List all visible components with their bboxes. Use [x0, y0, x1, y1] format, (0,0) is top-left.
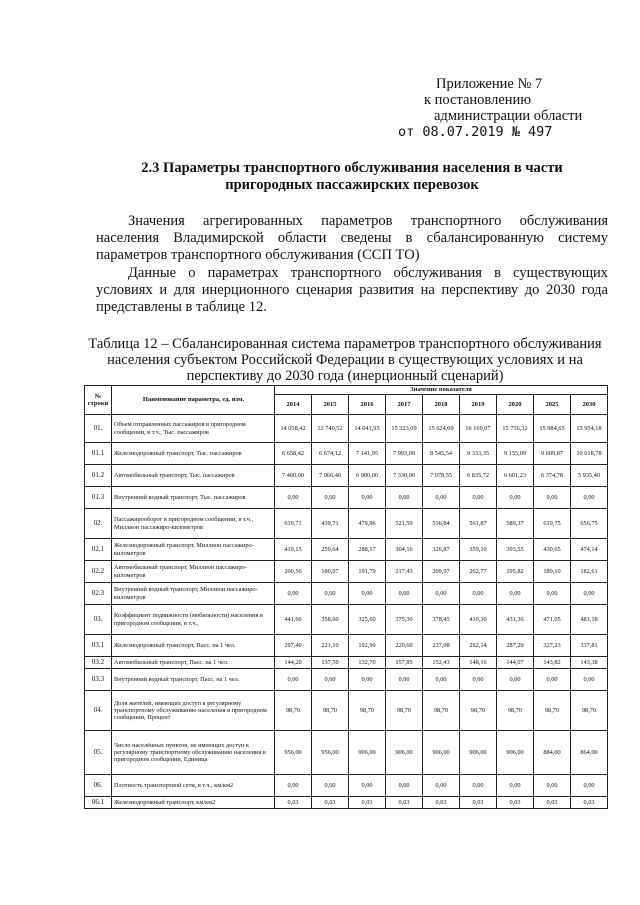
value-cell: 195,82 [497, 561, 534, 583]
value-cell: 864,00 [571, 731, 608, 775]
value-cell: 98,70 [534, 691, 571, 731]
value-cell: 259,64 [312, 539, 349, 561]
value-cell: 237,08 [423, 635, 460, 657]
value-cell: 14 058,42 [275, 415, 312, 443]
value-cell: 6 601,23 [497, 465, 534, 487]
table-row [85, 775, 608, 797]
value-cell: 0,03 [534, 797, 571, 809]
value-cell: 262,14 [460, 635, 497, 657]
value-cell: 6 835,72 [460, 465, 497, 487]
header-row-number: № строки [85, 386, 112, 415]
value-cell: 521,59 [386, 509, 423, 539]
row-number: 02. [85, 509, 112, 539]
value-cell: 619,71 [275, 509, 312, 539]
value-cell: 0,00 [534, 583, 571, 605]
parameter-name: Доля жителей, имеющих доступ к регулярному транспортному обслуживанию населения в пригородном сообщении, Процент [112, 691, 275, 731]
value-cell: 152,43 [423, 657, 460, 669]
header-parameter-name: Наименование параметра, ед. изм. [112, 386, 275, 415]
value-cell: 209,97 [423, 561, 460, 583]
year-header: 2015 [312, 395, 349, 415]
value-cell: 0,00 [460, 583, 497, 605]
paragraph-ssp: Значения агрегированных параметров транспортного обслуживания населения Владимирской области сведены в сбалансированную систему параметров транспортного обслуживания (ССП ТО) [96, 213, 608, 263]
value-cell: 15 954,18 [571, 415, 608, 443]
row-number: 02.2 [85, 561, 112, 583]
value-cell: 0,03 [312, 797, 349, 809]
value-cell: 0,00 [571, 669, 608, 691]
value-cell: 143,82 [534, 657, 571, 669]
value-cell: 325,60 [349, 605, 386, 635]
value-cell: 144,20 [275, 657, 312, 669]
value-cell: 10 018,78 [571, 443, 608, 465]
year-header: 2018 [423, 395, 460, 415]
row-number: 06. [85, 775, 112, 797]
value-cell: 200,56 [275, 561, 312, 583]
row-number: 01.3 [85, 487, 112, 509]
value-cell: 157,85 [386, 657, 423, 669]
value-cell: 6 674,12 [312, 443, 349, 465]
parameter-name: Железнодорожный транспорт, Миллион пассажиро-километров [112, 539, 275, 561]
value-cell: 0,00 [275, 487, 312, 509]
value-cell: 0,03 [423, 797, 460, 809]
parameter-name: Железнодорожный транспорт, Пасс. на 1 чел. [112, 635, 275, 657]
value-cell: 7 141,95 [349, 443, 386, 465]
value-cell: 0,00 [534, 669, 571, 691]
row-number: 03.2 [85, 657, 112, 669]
value-cell: 15 624,09 [423, 415, 460, 443]
value-cell: 0,03 [275, 797, 312, 809]
value-cell: 15 984,65 [534, 415, 571, 443]
parameter-name: Автомобильный транспорт, Тыс. пассажиров [112, 465, 275, 487]
section-title: 2.3 Параметры транспортного обслуживания населения в части пригородных пассажирских перевозок [141, 160, 563, 193]
value-cell: 98,70 [571, 691, 608, 731]
table-row [85, 657, 608, 669]
parameters-table [84, 385, 608, 809]
value-cell: 6 374,78 [534, 465, 571, 487]
row-number: 05. [85, 731, 112, 775]
value-cell: 5 935,40 [571, 465, 608, 487]
row-number: 02.3 [85, 583, 112, 605]
value-cell: 98,70 [386, 691, 423, 731]
row-number: 02.1 [85, 539, 112, 561]
value-cell: 419,15 [275, 539, 312, 561]
value-cell: 304,16 [386, 539, 423, 561]
value-cell: 906,00 [386, 731, 423, 775]
value-cell: 220,60 [386, 635, 423, 657]
value-cell: 137,50 [312, 657, 349, 669]
table-row [85, 509, 608, 539]
value-cell: 906,00 [460, 731, 497, 775]
value-cell: 479,96 [349, 509, 386, 539]
value-cell: 0,00 [386, 775, 423, 797]
value-cell: 0,00 [312, 669, 349, 691]
value-cell: 393,55 [497, 539, 534, 561]
value-cell: 0,00 [312, 775, 349, 797]
value-cell: 0,03 [497, 797, 534, 809]
row-number: 01.2 [85, 465, 112, 487]
parameter-name: Объем отправленных пассажиров в пригородном сообщении, в т.ч., Тыс. пассажиров [112, 415, 275, 443]
value-cell: 378,45 [423, 605, 460, 635]
value-cell: 906,00 [497, 731, 534, 775]
value-cell: 956,00 [312, 731, 349, 775]
value-cell: 884,00 [534, 731, 571, 775]
value-cell: 956,00 [275, 731, 312, 775]
table-body [85, 415, 608, 809]
value-cell: 0,00 [349, 669, 386, 691]
value-cell: 14 041,95 [349, 415, 386, 443]
parameter-name: Плотность транспортной сети, в т.ч., км/км2 [112, 775, 275, 797]
value-cell: 189,10 [534, 561, 571, 583]
appendix-administration: администрации области [434, 108, 583, 124]
parameter-name: Пассажирооборот в пригородном сообщении, в т.ч., Миллион пассажиро-километров [112, 509, 275, 539]
value-cell: 9 609,87 [534, 443, 571, 465]
value-cell: 656,75 [571, 509, 608, 539]
year-header: 2014 [275, 395, 312, 415]
value-cell: 536,84 [423, 509, 460, 539]
value-cell: 0,00 [423, 669, 460, 691]
parameter-name: Внутренний водный транспорт, Пасс. на 1 чел. [112, 669, 275, 691]
table-row [85, 561, 608, 583]
value-cell: 148,16 [460, 657, 497, 669]
value-cell: 182,61 [571, 561, 608, 583]
value-cell: 7 330,00 [386, 465, 423, 487]
value-cell: 180,07 [312, 561, 349, 583]
table-row [85, 605, 608, 635]
value-cell: 297,40 [275, 635, 312, 657]
value-cell: 0,00 [312, 487, 349, 509]
value-cell: 906,00 [349, 731, 386, 775]
value-cell: 471,05 [534, 605, 571, 635]
value-cell: 358,60 [312, 605, 349, 635]
year-header: 2016 [349, 395, 386, 415]
value-cell: 144,07 [497, 657, 534, 669]
value-cell: 7 078,55 [423, 465, 460, 487]
value-cell: 0,00 [571, 583, 608, 605]
value-cell: 481,18 [571, 605, 608, 635]
value-cell: 0,00 [571, 775, 608, 797]
parameter-name: Внутренний водный транспорт, Миллион пассажиро-километров [112, 583, 275, 605]
value-cell: 8 545,54 [423, 443, 460, 465]
table-row [85, 797, 608, 809]
value-cell: 0,00 [312, 583, 349, 605]
value-cell: 375,30 [386, 605, 423, 635]
parameter-name: Автомобильный транспорт, Пасс. на 1 чел. [112, 657, 275, 669]
value-cell: 191,79 [349, 561, 386, 583]
value-cell: 132,70 [349, 657, 386, 669]
table-row [85, 635, 608, 657]
value-cell: 0,03 [349, 797, 386, 809]
value-cell: 410,30 [460, 605, 497, 635]
value-cell: 16 169,07 [460, 415, 497, 443]
value-cell: 430,65 [534, 539, 571, 561]
value-cell: 221,10 [312, 635, 349, 657]
value-cell: 13 740,52 [312, 415, 349, 443]
value-cell: 9 333,35 [460, 443, 497, 465]
value-cell: 7 993,09 [386, 443, 423, 465]
value-cell: 98,70 [312, 691, 349, 731]
value-cell: 327,23 [534, 635, 571, 657]
parameter-name: Железнодорожный транспорт, км/км2 [112, 797, 275, 809]
value-cell: 359,10 [460, 539, 497, 561]
value-cell: 143,38 [571, 657, 608, 669]
value-cell: 15 323,09 [386, 415, 423, 443]
value-cell: 0,00 [386, 669, 423, 691]
value-cell: 0,00 [349, 487, 386, 509]
table-row [85, 415, 608, 443]
value-cell: 0,00 [275, 583, 312, 605]
value-cell: 337,81 [571, 635, 608, 657]
value-cell: 202,77 [460, 561, 497, 583]
year-header: 2019 [460, 395, 497, 415]
parameter-name: Коэффициент подвижности (мобильности) населения в пригородном сообщении, в т.ч., [112, 605, 275, 635]
header-indicator-value: Значение показателя [275, 386, 608, 395]
year-header: 2030 [571, 395, 608, 415]
appendix-block [398, 76, 598, 140]
value-cell: 0,00 [349, 775, 386, 797]
value-cell: 0,03 [386, 797, 423, 809]
value-cell: 98,70 [349, 691, 386, 731]
value-cell: 561,87 [460, 509, 497, 539]
table-row [85, 465, 608, 487]
value-cell: 439,71 [312, 509, 349, 539]
appendix-number: Приложение № 7 [436, 76, 543, 92]
parameter-name: Внутренний водный транспорт, Тыс. пассажиров [112, 487, 275, 509]
value-cell: 0,00 [497, 669, 534, 691]
value-cell: 0,00 [386, 487, 423, 509]
value-cell: 0,00 [497, 487, 534, 509]
value-cell: 6 658,42 [275, 443, 312, 465]
value-cell: 7 400,00 [275, 465, 312, 487]
value-cell: 0,00 [423, 583, 460, 605]
value-cell: 0,00 [460, 487, 497, 509]
parameter-name: Железнодорожный транспорт, Тыс. пассажиров [112, 443, 275, 465]
table-row [85, 691, 608, 731]
table-row [85, 487, 608, 509]
value-cell: 288,17 [349, 539, 386, 561]
value-cell: 0,00 [534, 775, 571, 797]
value-cell: 15 756,32 [497, 415, 534, 443]
parameter-name: Число населённых пунктов, не имеющих доступ к регулярному транспортному обслуживанию населения в пригородном сообщении, Единица [112, 731, 275, 775]
table-row [85, 583, 608, 605]
row-number: 01.1 [85, 443, 112, 465]
year-header: 2025 [534, 395, 571, 415]
appendix-resolution: к постановлению [424, 92, 532, 108]
value-cell: 0,00 [497, 583, 534, 605]
value-cell: 0,00 [571, 487, 608, 509]
value-cell: 326,87 [423, 539, 460, 561]
paragraph-table-ref: Данные о параметрах транспортного обслуживания в существующих условиях и для инерционного сценария развития на перспективу до 2030 года представлены в таблице 12. [96, 265, 608, 315]
value-cell: 906,00 [423, 731, 460, 775]
year-header: 2017 [386, 395, 423, 415]
value-cell: 431,36 [497, 605, 534, 635]
table-row [85, 669, 608, 691]
table-row [85, 443, 608, 465]
appendix-date-number: от 08.07.2019 № 497 [398, 124, 553, 140]
row-number: 03. [85, 605, 112, 635]
value-cell: 217,43 [386, 561, 423, 583]
value-cell: 0,03 [571, 797, 608, 809]
value-cell: 619,75 [534, 509, 571, 539]
value-cell: 98,70 [423, 691, 460, 731]
row-number: 03.3 [85, 669, 112, 691]
value-cell: 0,00 [349, 583, 386, 605]
table-title: Таблица 12 – Сбалансированная система параметров транспортного обслуживания населения субъектом Российской Федерации в существующих условиях и на перспективу до 2030 года (инерционный сценарий) [88, 336, 602, 384]
value-cell: 9 155,09 [497, 443, 534, 465]
value-cell: 0,00 [534, 487, 571, 509]
row-number: 03.1 [85, 635, 112, 657]
value-cell: 98,70 [460, 691, 497, 731]
row-number: 01. [85, 415, 112, 443]
year-header: 2020 [497, 395, 534, 415]
value-cell: 0,00 [275, 669, 312, 691]
value-cell: 192,90 [349, 635, 386, 657]
table-row [85, 731, 608, 775]
value-cell: 589,37 [497, 509, 534, 539]
value-cell: 0,00 [423, 775, 460, 797]
row-number: 06.1 [85, 797, 112, 809]
value-cell: 474,14 [571, 539, 608, 561]
value-cell: 0,00 [497, 775, 534, 797]
value-cell: 0,00 [460, 669, 497, 691]
row-number: 04. [85, 691, 112, 731]
value-cell: 6 900,00 [349, 465, 386, 487]
parameter-name: Автомобильный транспорт, Миллион пассажиро-километров [112, 561, 275, 583]
value-cell: 0,00 [460, 775, 497, 797]
value-cell: 287,29 [497, 635, 534, 657]
value-cell: 0,03 [460, 797, 497, 809]
value-cell: 7 066,40 [312, 465, 349, 487]
value-cell: 441,60 [275, 605, 312, 635]
table-row [85, 539, 608, 561]
value-cell: 0,00 [423, 487, 460, 509]
value-cell: 98,70 [497, 691, 534, 731]
value-cell: 0,00 [275, 775, 312, 797]
value-cell: 0,00 [386, 583, 423, 605]
value-cell: 98,70 [275, 691, 312, 731]
